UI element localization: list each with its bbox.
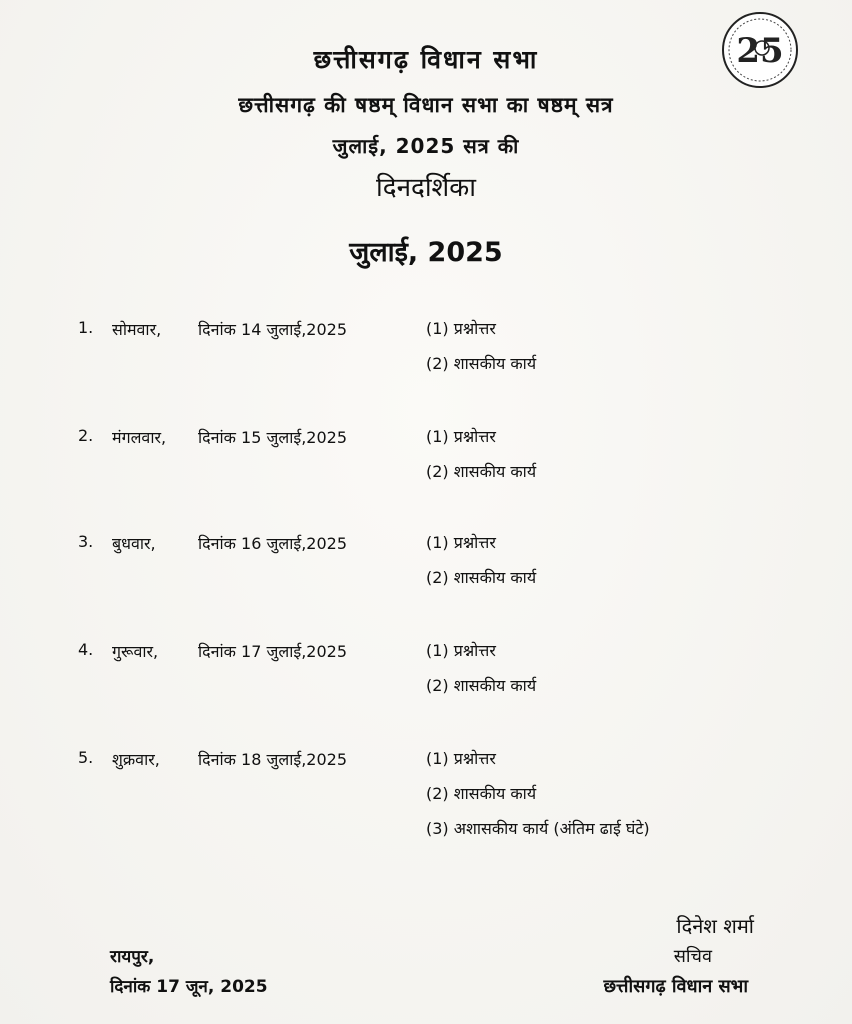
agenda-item: (1) प्रश्नोत्तर — [426, 533, 496, 552]
session-month-heading: जुलाई, 2025 सत्र की — [332, 134, 520, 158]
agenda-list — [426, 748, 650, 853]
agenda-item: (2) शासकीय कार्य — [426, 568, 537, 587]
agenda-item: (1) प्रश्नोत्तर — [426, 427, 496, 446]
row-number: 5. — [78, 748, 94, 767]
row-number: 4. — [78, 640, 94, 659]
agenda-item: (2) शासकीय कार्य — [426, 354, 537, 373]
emblem-number: 25 — [736, 31, 784, 71]
signatory-office: छत्तीसगढ़ विधान सभा — [603, 976, 748, 997]
row-date: दिनांक 17 जुलाई,2025 — [198, 642, 348, 661]
document-title: दिनदर्शिका — [376, 173, 476, 203]
row-day: मंगलवार, — [112, 428, 167, 447]
agenda-list — [426, 318, 536, 388]
row-day: गुरूवार, — [112, 642, 159, 661]
agenda-item: (1) प्रश्नोत्तर — [426, 319, 496, 338]
signatory-designation: सचिव — [673, 946, 712, 967]
agenda-item: (2) शासकीय कार्य — [426, 462, 537, 481]
session-heading: छत्तीसगढ़ की षष्ठम् विधान सभा का षष्ठम् सत्र — [238, 93, 614, 117]
row-number: 2. — [78, 426, 94, 445]
agenda-item: (1) प्रश्नोत्तर — [426, 749, 496, 768]
row-day: बुधवार, — [112, 534, 156, 553]
agenda-item: (3) अशासकीय कार्य (अंतिम ढाई घंटे) — [426, 819, 650, 838]
agenda-list — [426, 426, 536, 496]
row-date: दिनांक 18 जुलाई,2025 — [198, 750, 348, 769]
row-date: दिनांक 15 जुलाई,2025 — [198, 428, 348, 447]
signatory-name: दिनेश शर्मा — [676, 914, 754, 938]
row-number: 3. — [78, 532, 94, 551]
footer-place: रायपुर, — [110, 947, 155, 967]
row-date: दिनांक 14 जुलाई,2025 — [198, 320, 348, 339]
row-date: दिनांक 16 जुलाई,2025 — [198, 534, 348, 553]
month-heading: जुलाई, 2025 — [349, 237, 503, 268]
agenda-item: (1) प्रश्नोत्तर — [426, 641, 496, 660]
row-day: सोमवार, — [112, 320, 162, 339]
row-number: 1. — [78, 318, 94, 337]
agenda-list — [426, 532, 536, 602]
agenda-item: (2) शासकीय कार्य — [426, 676, 537, 695]
agenda-item: (2) शासकीय कार्य — [426, 784, 537, 803]
row-day: शुक्रवार, — [112, 750, 160, 769]
assembly-name-heading: छत्तीसगढ़ विधान सभा — [313, 45, 539, 74]
agenda-list — [426, 640, 536, 710]
footer-date: दिनांक 17 जून, 2025 — [110, 977, 268, 997]
